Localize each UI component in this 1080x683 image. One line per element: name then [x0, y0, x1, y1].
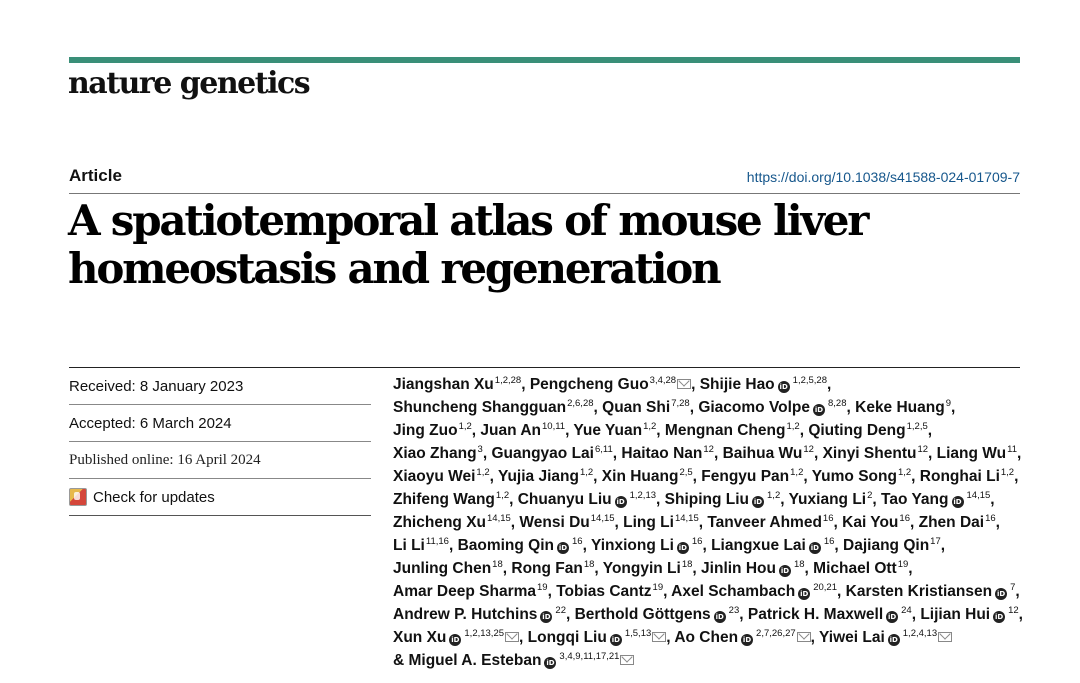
email-icon[interactable]: [620, 655, 634, 665]
author-prefix: &: [393, 652, 409, 669]
author-name: Dajiang Qin: [843, 537, 930, 554]
author[interactable]: [458, 537, 583, 554]
orcid-icon[interactable]: iD: [715, 613, 724, 621]
affiliation-numbers: 19: [537, 582, 548, 593]
author[interactable]: [823, 445, 928, 462]
author[interactable]: [530, 376, 691, 393]
affiliation-numbers: 1,2: [495, 490, 510, 501]
email-icon[interactable]: [677, 379, 691, 389]
author-name: Mengnan Cheng: [664, 422, 786, 439]
author[interactable]: [789, 491, 873, 508]
author[interactable]: [528, 629, 667, 646]
author[interactable]: [665, 491, 781, 508]
author-name: Zhen Dai: [918, 514, 985, 531]
email-icon[interactable]: [652, 632, 666, 642]
affiliation-numbers: 2,5: [679, 467, 693, 478]
affiliation-numbers: 10,11: [542, 421, 566, 432]
affiliation-numbers: 2: [867, 490, 873, 501]
author-name: Yumo Song: [811, 468, 897, 485]
orcid-icon[interactable]: iD: [611, 636, 620, 644]
affiliation-numbers: 18: [492, 559, 503, 570]
author-name: Quan Shi: [602, 399, 671, 416]
author-name: Yongyin Li: [602, 560, 681, 577]
orcid-icon[interactable]: iD: [953, 498, 962, 506]
author[interactable]: [846, 583, 1016, 600]
author-list: Jiangshan Xu$^{1,2,28}$, Pengcheng Guo$^{3,4,28}$ , Shijie Hao iD$^{1,2,5,28}$, Shuncheng Shangguan$^{2,6,28}$, Quan Shi$^{7,28}$, Giacomo Volpe iD$^{8,28}$, Keke Huang$^9$, Jing Zuo$^{1,2}$, Juan An$^{10,11}$, Yue Yuan$^{1,2}$, Mengnan Cheng$^{1,2}$, Qiuting Deng$^{1,2,5}$, Xiao Zhang$^3$, Guangyao Lai$^{6,11}$, Haitao Nan$^{12}$, Baihua Wu$^{12}$, Xinyi Shentu$^{12}$, Liang Wu$^{11}$, Xiaoyu Wei$^{1,2}$, Yujia Jiang$^{1,2}$, Xin Huang$^{2,5}$, Fengyu Pan$^{1,2}$, Yumo Song$^{1,2}$, Ronghai Li$^{1,2}$, Zhifeng Wang$^{1,2}$, Chuanyu Liu iD$^{1,2,13}$, Shiping Liu iD$^{1,2}$, Yuxiang Li$^2$, Tao Yang iD$^{14,15}$, Zhicheng Xu$^{14,15}$, Wensi Du$^{14,15}$, Ling Li$^{14,15}$, Tanveer Ahmed$^{16}$, Kai You$^{16}$, Zhen Dai$^{16}$, Li Li$^{11,16}$, Baoming Qin $iD^{16}$, Yinxiong Li $iD^{16}$, Liangxue Lai $iD^{16}$, Dajiang Qin$^{17}$, Junling Chen$^{18}$, Rong Fan$^{18}$, Yongyin Li$^{18}$, Jinlin Hou $iD^{18}$, Michael Ott$^{19}$, Amar Deep Sharma$^{19}$, Tobias Cantz$^{19}$, Axel Schambach iD$^{20,21}$, Karsten Kristiansen $iD^7$, Andrew P. Hutchins $iD^{22}$, Berthold Göttgens $iD^{23}$, Patrick H. Maxwell $iD^{24}$, Lijian Hui $iD^{12}$, Xun Xu iD$^{1,2,13,25}$ , Longqi Liu iD$^{1,5,13}$ , Ao Chen iD$^{2,7,26,27}$ , Yiwei Lai iD$^{1,2,4,13}$ & Miguel A. Esteban iD$^{3,4,9,11,17,21}$: [393, 375, 1023, 669]
affiliation-numbers: 1,2: [579, 467, 594, 478]
affiliation-numbers: 11,16: [425, 536, 449, 547]
author-name: Xinyi Shentu: [822, 445, 917, 462]
author-name: Tobias Cantz: [556, 583, 652, 600]
author[interactable]: [556, 583, 663, 600]
orcid-icon[interactable]: iD: [888, 613, 897, 621]
affiliation-numbers: 12: [1008, 605, 1019, 616]
author[interactable]: [511, 560, 594, 577]
author[interactable]: [819, 629, 952, 646]
orcid-icon[interactable]: iD: [753, 498, 763, 506]
author[interactable]: [393, 491, 509, 508]
doi-link[interactable]: https://doi.org/10.1038/s41588-024-01709-7: [746, 169, 1020, 185]
author-name: Li Li: [393, 537, 425, 554]
author-name: Jing Zuo: [393, 422, 458, 439]
orcid-icon[interactable]: iD: [451, 636, 460, 644]
author-name: Giacomo Volpe: [698, 399, 810, 416]
orcid-icon[interactable]: iD: [994, 613, 1004, 621]
author-name: Shijie Hao: [699, 376, 775, 393]
author-name: Yinxiong Li: [590, 537, 674, 554]
author-name: Juan An: [480, 422, 541, 439]
affiliation-numbers: 14,15: [487, 513, 511, 524]
author-name: Xin Huang: [601, 468, 679, 485]
email-icon[interactable]: [938, 632, 952, 642]
affiliation-numbers: 8,28: [828, 398, 847, 409]
author[interactable]: [701, 468, 803, 485]
author[interactable]: [621, 445, 714, 462]
author[interactable]: [591, 537, 703, 554]
accepted-date: Accepted: 6 March 2024: [69, 405, 371, 442]
affiliation-numbers: 12: [803, 444, 814, 455]
affiliation-numbers: 1,2,28: [494, 375, 522, 386]
orcid-icon[interactable]: iD: [996, 590, 1006, 598]
orcid-icon[interactable]: iD: [814, 406, 824, 414]
author[interactable]: [393, 560, 503, 577]
author-name: Zhicheng Xu: [393, 514, 486, 531]
author[interactable]: [748, 606, 912, 623]
author-name: Xun Xu: [393, 629, 447, 646]
author[interactable]: [573, 422, 656, 439]
author-name: Yue Yuan: [573, 422, 643, 439]
affiliation-numbers: 1,2,13,25: [464, 628, 505, 639]
affiliation-numbers: 1,2,4,13: [902, 628, 938, 639]
affiliation-numbers: 16: [691, 536, 703, 547]
email-icon[interactable]: [797, 632, 811, 642]
article-type: Article: [69, 166, 122, 185]
orcid-icon[interactable]: iD: [780, 567, 790, 575]
author[interactable]: [919, 514, 996, 531]
author[interactable]: [711, 537, 834, 554]
author-name: Karsten Kristiansen: [845, 583, 993, 600]
affiliation-numbers: 1,2: [767, 490, 781, 501]
author-name: Kai You: [842, 514, 899, 531]
affiliation-numbers: 1,2: [458, 421, 472, 432]
author[interactable]: [671, 583, 837, 600]
author-name: Michael Ott: [813, 560, 897, 577]
check-updates-icon: [69, 488, 87, 506]
affiliation-numbers: 16: [572, 536, 583, 547]
check-updates-label: Check for updates: [93, 488, 215, 506]
accent-bar: [69, 57, 1020, 63]
author[interactable]: [707, 514, 833, 531]
orcid-icon[interactable]: iD: [800, 590, 809, 598]
affiliation-numbers: 18: [793, 559, 805, 570]
orcid-icon[interactable]: iD: [889, 636, 898, 644]
author-name: Yujia Jiang: [497, 468, 579, 485]
author-name: Miguel A. Esteban: [408, 652, 542, 669]
check-for-updates-button[interactable]: [69, 479, 371, 516]
author[interactable]: [393, 422, 472, 439]
author[interactable]: [674, 629, 810, 646]
author-name: Ao Chen: [674, 629, 739, 646]
author[interactable]: [393, 468, 490, 485]
author-name: Baoming Qin: [457, 537, 555, 554]
author-name: Shuncheng Shangguan: [393, 399, 567, 416]
affiliation-numbers: 14,15: [966, 490, 991, 501]
author-name: Rong Fan: [511, 560, 583, 577]
orcid-icon[interactable]: iD: [742, 636, 752, 644]
author[interactable]: [393, 376, 521, 393]
author[interactable]: [881, 491, 990, 508]
affiliation-numbers: 16: [899, 513, 910, 524]
affiliation-numbers: 1,2: [897, 467, 912, 478]
author[interactable]: [393, 537, 449, 554]
author[interactable]: [700, 376, 827, 393]
author-name: Longqi Liu: [527, 629, 607, 646]
affiliation-numbers: 1,2: [643, 421, 657, 432]
author-name: Haitao Nan: [621, 445, 703, 462]
author-name: Zhifeng Wang: [393, 491, 495, 508]
author[interactable]: [701, 560, 805, 577]
author[interactable]: [843, 537, 941, 554]
affiliation-numbers: 14,15: [674, 513, 699, 524]
affiliation-numbers: 3: [477, 444, 483, 455]
author-name: Ronghai Li: [919, 468, 1000, 485]
author-name: Liangxue Lai: [711, 537, 806, 554]
affiliation-numbers: 7,28: [671, 398, 690, 409]
author-name: Ling Li: [623, 514, 674, 531]
orcid-icon[interactable]: iD: [542, 613, 551, 621]
author-name: Patrick H. Maxwell: [747, 606, 884, 623]
journal-name: nature genetics: [68, 66, 310, 101]
affiliation-numbers: 1,2,5: [906, 421, 928, 432]
author[interactable]: [698, 399, 846, 416]
affiliation-numbers: 16: [985, 513, 996, 524]
author-name: Yuxiang Li: [788, 491, 867, 508]
orcid-icon[interactable]: iD: [779, 383, 788, 391]
affiliation-numbers: 11: [1007, 444, 1017, 455]
author[interactable]: [575, 606, 740, 623]
author-name: Keke Huang: [855, 399, 945, 416]
author[interactable]: [808, 422, 927, 439]
author-name: Junling Chen: [393, 560, 492, 577]
affiliation-numbers: 7: [1010, 582, 1016, 593]
author[interactable]: [393, 514, 511, 531]
author-name: Xiaoyu Wei: [393, 468, 476, 485]
email-icon[interactable]: [505, 632, 519, 642]
author-name: Liang Wu: [936, 445, 1007, 462]
author[interactable]: [602, 399, 690, 416]
dates-panel: [69, 368, 371, 516]
author[interactable]: [480, 422, 565, 439]
affiliation-numbers: 1,5,13: [624, 628, 652, 639]
author[interactable]: [855, 399, 951, 416]
orcid-icon[interactable]: iD: [558, 544, 568, 552]
author-name: Wensi Du: [519, 514, 590, 531]
author[interactable]: [920, 606, 1018, 623]
affiliation-numbers: 14,15: [590, 513, 615, 524]
orcid-icon[interactable]: iD: [678, 544, 687, 552]
affiliation-numbers: 16: [823, 536, 835, 547]
author-name: Axel Schambach: [671, 583, 796, 600]
author-name: Chuanyu Liu: [517, 491, 612, 508]
author[interactable]: [842, 514, 910, 531]
affiliation-numbers: 18: [681, 559, 693, 570]
affiliation-numbers: 23: [728, 605, 740, 616]
author[interactable]: [393, 583, 548, 600]
author[interactable]: [491, 445, 612, 462]
divider: [69, 193, 1020, 194]
affiliation-numbers: 1,2: [1000, 467, 1015, 478]
author[interactable]: [623, 514, 699, 531]
author-name: Andrew P. Hutchins: [393, 606, 538, 623]
orcid-icon[interactable]: iD: [616, 498, 625, 506]
author[interactable]: [393, 445, 483, 462]
affiliation-numbers: 12: [703, 444, 714, 455]
affiliation-numbers: 16: [822, 513, 834, 524]
author-name: Xiao Zhang: [393, 445, 477, 462]
author[interactable]: [812, 468, 911, 485]
affiliation-numbers: 1,2: [476, 467, 490, 478]
author[interactable]: [665, 422, 800, 439]
author[interactable]: [393, 629, 519, 646]
author[interactable]: [920, 468, 1014, 485]
author-name: Yiwei Lai: [819, 629, 885, 646]
affiliation-numbers: 2,7,26,27: [756, 628, 796, 639]
author-name: Pengcheng Guo: [529, 376, 649, 393]
author[interactable]: [813, 560, 908, 577]
affiliation-numbers: 18: [583, 559, 595, 570]
affiliation-numbers: 1,2: [786, 421, 800, 432]
affiliation-numbers: 6,11: [594, 444, 613, 455]
affiliation-numbers: 3,4,28: [649, 375, 677, 386]
author[interactable]: [393, 652, 634, 669]
affiliation-numbers: 20,21: [813, 582, 837, 593]
article-title: A spatiotemporal atlas of mouse liver homeostasis and regeneration: [68, 196, 868, 293]
published-date: Published online: 16 April 2024: [69, 442, 371, 479]
author-name: Jiangshan Xu: [393, 376, 494, 393]
author-name: Lijian Hui: [920, 606, 991, 623]
author[interactable]: [518, 491, 656, 508]
received-date: Received: 8 January 2023: [69, 368, 371, 405]
author[interactable]: [723, 445, 814, 462]
orcid-icon[interactable]: iD: [810, 544, 819, 552]
affiliation-numbers: 22: [555, 605, 566, 616]
author-name: Jinlin Hou: [701, 560, 776, 577]
affiliation-numbers: 2,6,28: [567, 398, 594, 409]
author[interactable]: [393, 606, 566, 623]
affiliation-numbers: 19: [897, 559, 909, 570]
affiliation-numbers: 3,4,9,11,17,21: [559, 651, 620, 662]
author-name: Baihua Wu: [722, 445, 803, 462]
author[interactable]: [603, 560, 693, 577]
affiliation-numbers: 24: [901, 605, 912, 616]
affiliation-numbers: 19: [652, 582, 664, 593]
author-name: Tanveer Ahmed: [707, 514, 822, 531]
affiliation-numbers: 1,2: [790, 467, 804, 478]
author[interactable]: [393, 399, 594, 416]
affiliation-numbers: 1,2,5,28: [792, 375, 827, 386]
author[interactable]: [519, 514, 614, 531]
author[interactable]: [937, 445, 1017, 462]
affiliation-numbers: 17: [930, 536, 941, 547]
affiliation-numbers: 9: [945, 398, 952, 409]
author-name: Shiping Liu: [664, 491, 750, 508]
author-name: Tao Yang: [881, 491, 949, 508]
author-name: Fengyu Pan: [701, 468, 790, 485]
author-name: Amar Deep Sharma: [393, 583, 537, 600]
affiliation-numbers: 1,2,13: [629, 490, 657, 501]
orcid-icon[interactable]: iD: [546, 659, 555, 667]
author[interactable]: [602, 468, 693, 485]
author-name: Berthold Göttgens: [574, 606, 711, 623]
affiliation-numbers: 12: [917, 444, 929, 455]
author[interactable]: [498, 468, 593, 485]
author-name: Qiuting Deng: [808, 422, 906, 439]
author-name: Guangyao Lai: [491, 445, 594, 462]
